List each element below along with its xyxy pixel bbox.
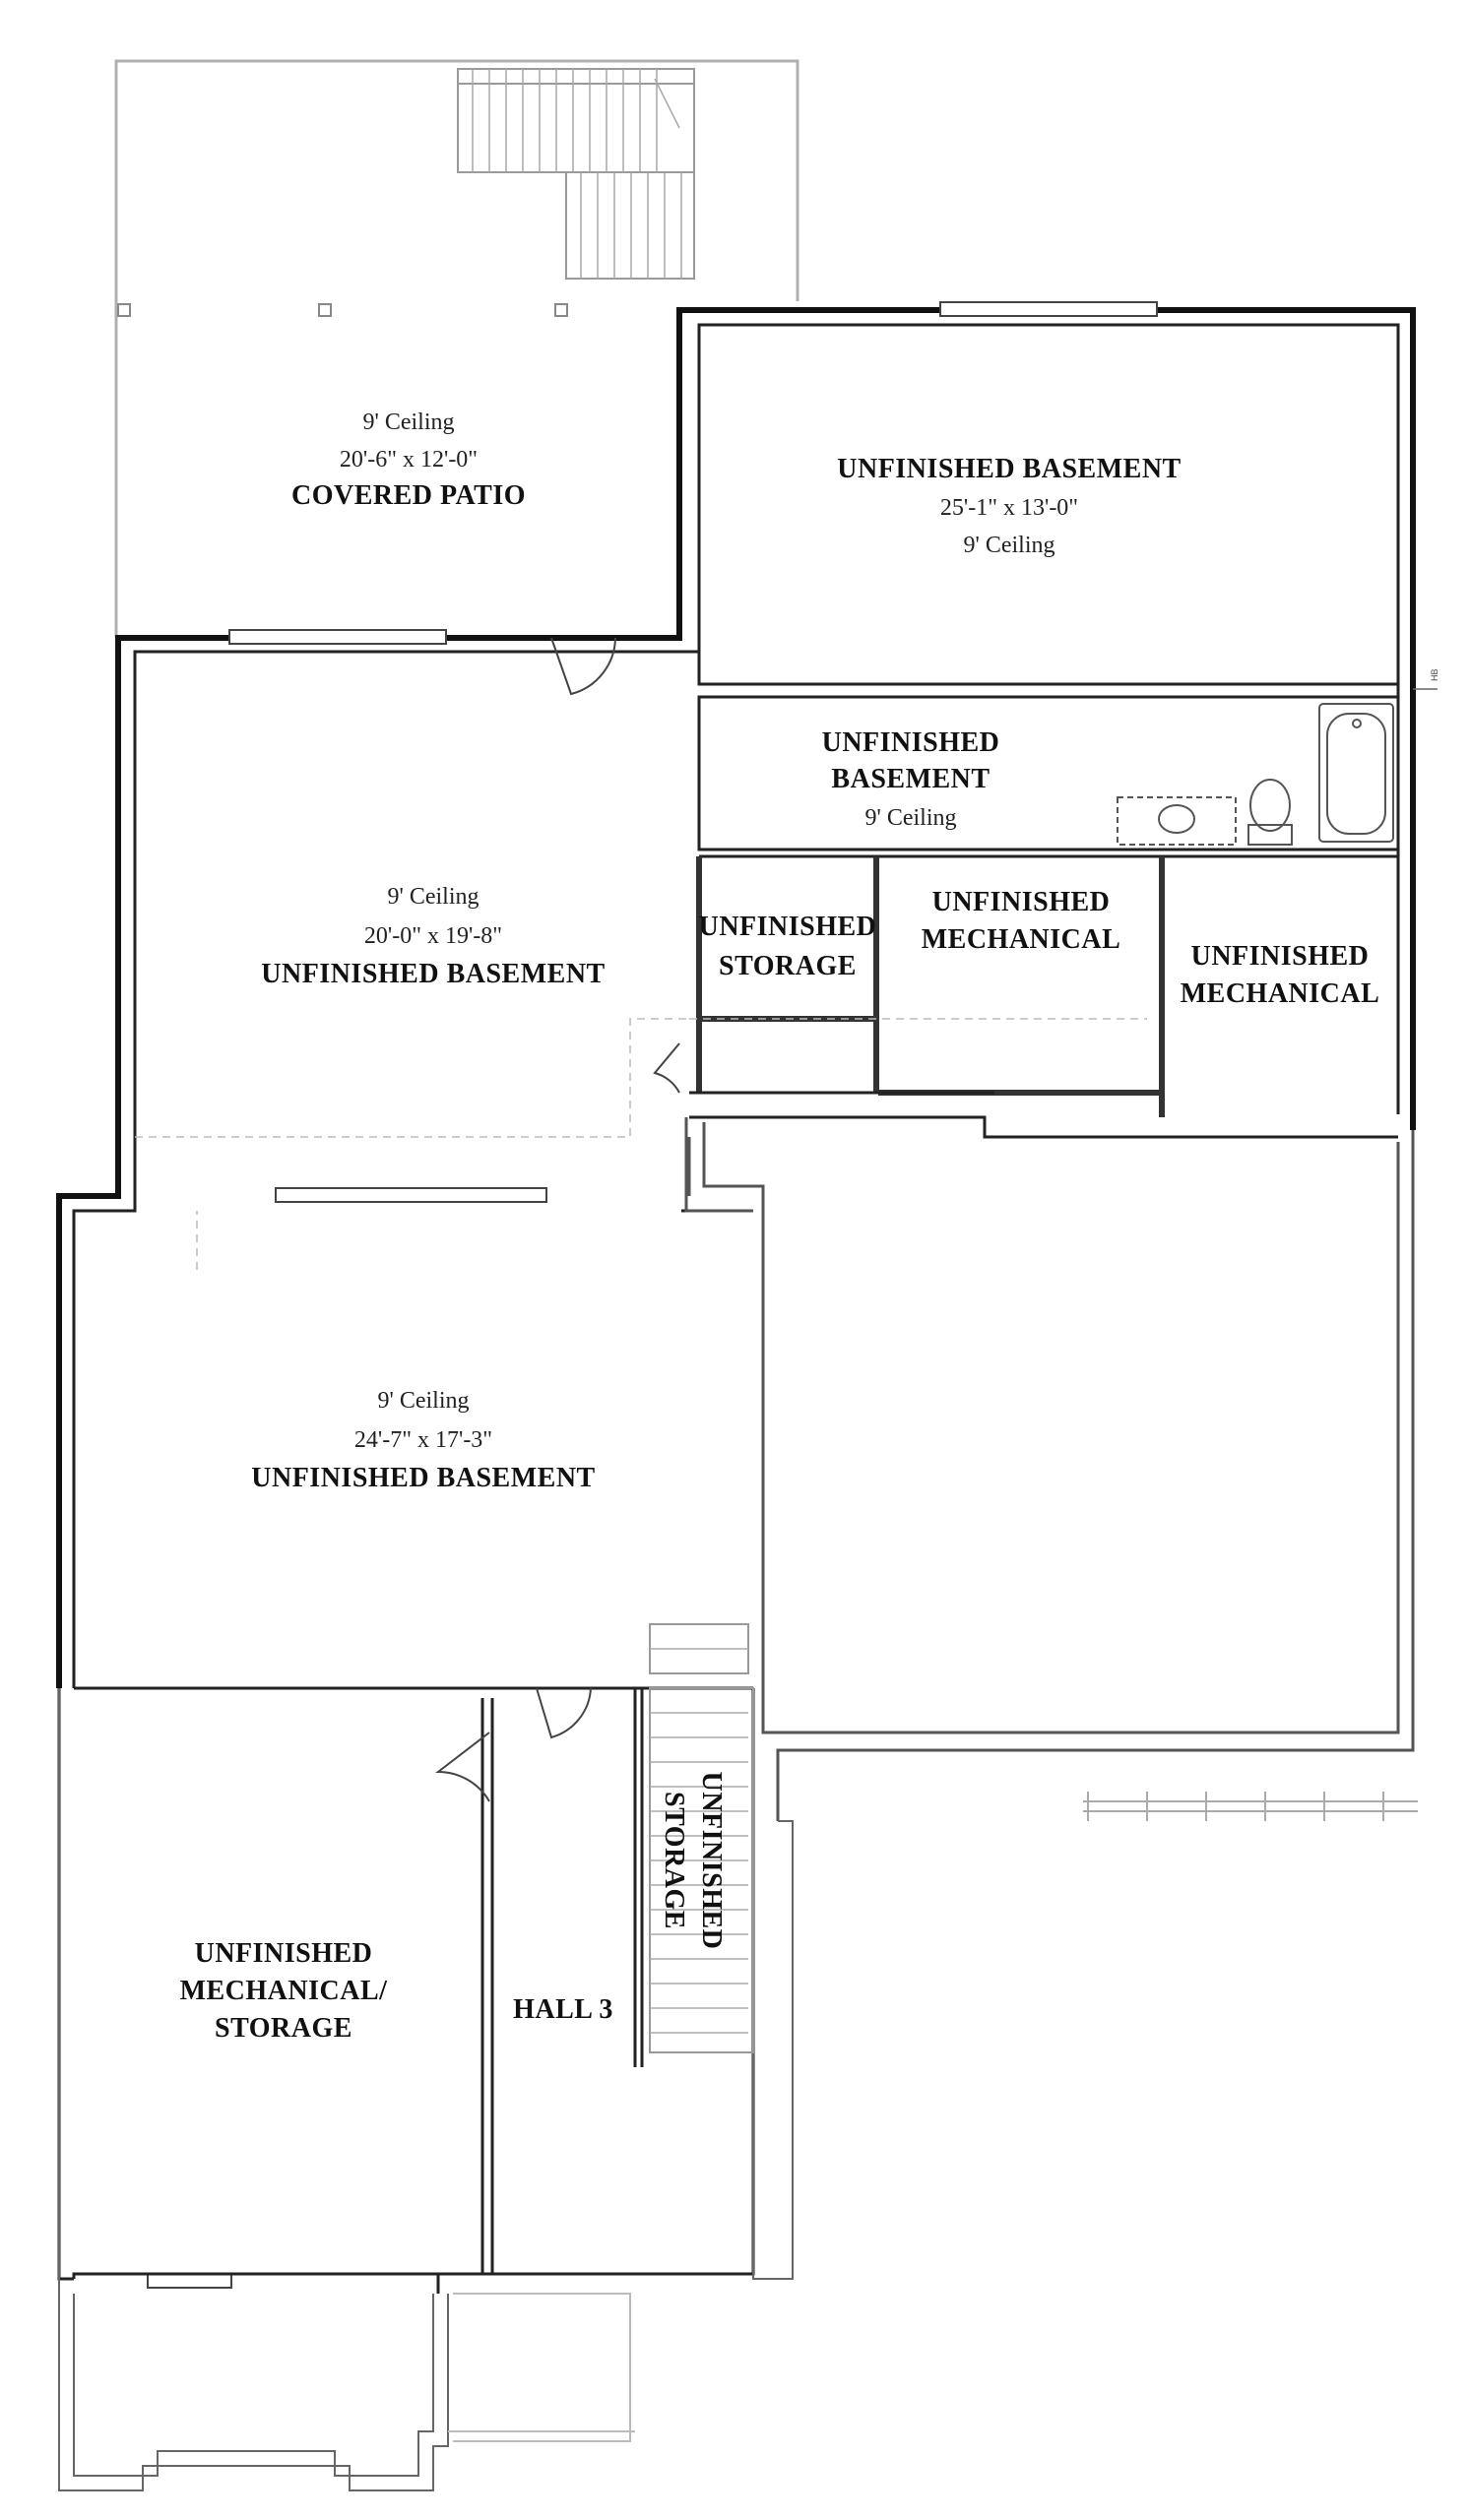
mechanical-1-name-1: UNFINISHED bbox=[931, 887, 1111, 917]
east-deck-posts bbox=[1083, 1792, 1418, 1821]
patio-posts bbox=[118, 304, 567, 316]
mechanical-area-thin-walls bbox=[689, 1093, 1398, 1137]
basement-large-dims: 24'-7" x 17'-3" bbox=[353, 1427, 493, 1453]
storage-small-name-1: UNFINISHED bbox=[698, 912, 877, 942]
ne-basement-walls bbox=[699, 325, 1398, 856]
basement-ne-ceiling: 9' Ceiling bbox=[963, 533, 1055, 558]
door-swings bbox=[438, 638, 679, 1801]
basement-ne-name: UNFINISHED BASEMENT bbox=[837, 454, 1182, 484]
basement-bath-name-1: UNFINISHED bbox=[821, 727, 1000, 758]
east-open-area bbox=[686, 1117, 1413, 1821]
mechanical-2-name-2: MECHANICAL bbox=[1180, 978, 1380, 1009]
stair-storage-name-2: STORAGE bbox=[659, 1792, 689, 1929]
storage-small-name-2: STORAGE bbox=[719, 951, 857, 981]
bathtub-fixture bbox=[1319, 704, 1393, 842]
dashed-lines bbox=[135, 1019, 1147, 1270]
toilet-fixture bbox=[1248, 780, 1292, 845]
covered-patio-dims: 20'-6" x 12'-0" bbox=[339, 447, 479, 472]
mech-storage-name-2: MECHANICAL/ bbox=[179, 1976, 388, 2006]
mechanical-1-name-2: MECHANICAL bbox=[921, 924, 1121, 955]
basement-large-ceiling: 9' Ceiling bbox=[377, 1388, 470, 1414]
mech-storage-name-1: UNFINISHED bbox=[194, 1938, 373, 1969]
hall-name: HALL 3 bbox=[513, 1994, 613, 2025]
vanity-sink-fixture bbox=[1118, 797, 1236, 845]
basement-mid-name: UNFINISHED BASEMENT bbox=[261, 959, 606, 989]
covered-patio-name: COVERED PATIO bbox=[290, 480, 527, 511]
basement-mid-ceiling: 9' Ceiling bbox=[387, 884, 479, 910]
bay-window-outline bbox=[448, 2294, 635, 2441]
stair-storage-name-1: UNFINISHED bbox=[696, 1771, 727, 1950]
mechanical-2-name-1: UNFINISHED bbox=[1190, 941, 1370, 972]
basement-bath-name-2: BASEMENT bbox=[831, 764, 991, 794]
basement-ne-dims: 25'-1" x 13'-0" bbox=[939, 495, 1079, 521]
hose-bib-label: HB bbox=[1430, 668, 1439, 681]
mech-storage-name-3: STORAGE bbox=[215, 2013, 352, 2044]
basement-mid-dims: 20'-0" x 19'-8" bbox=[363, 923, 503, 949]
exterior-stair-treads bbox=[473, 69, 681, 279]
basement-bath-ceiling: 9' Ceiling bbox=[864, 805, 957, 831]
basement-large-name: UNFINISHED BASEMENT bbox=[251, 1463, 596, 1493]
covered-patio-ceiling: 9' Ceiling bbox=[362, 410, 455, 435]
exterior-stair bbox=[458, 69, 694, 279]
